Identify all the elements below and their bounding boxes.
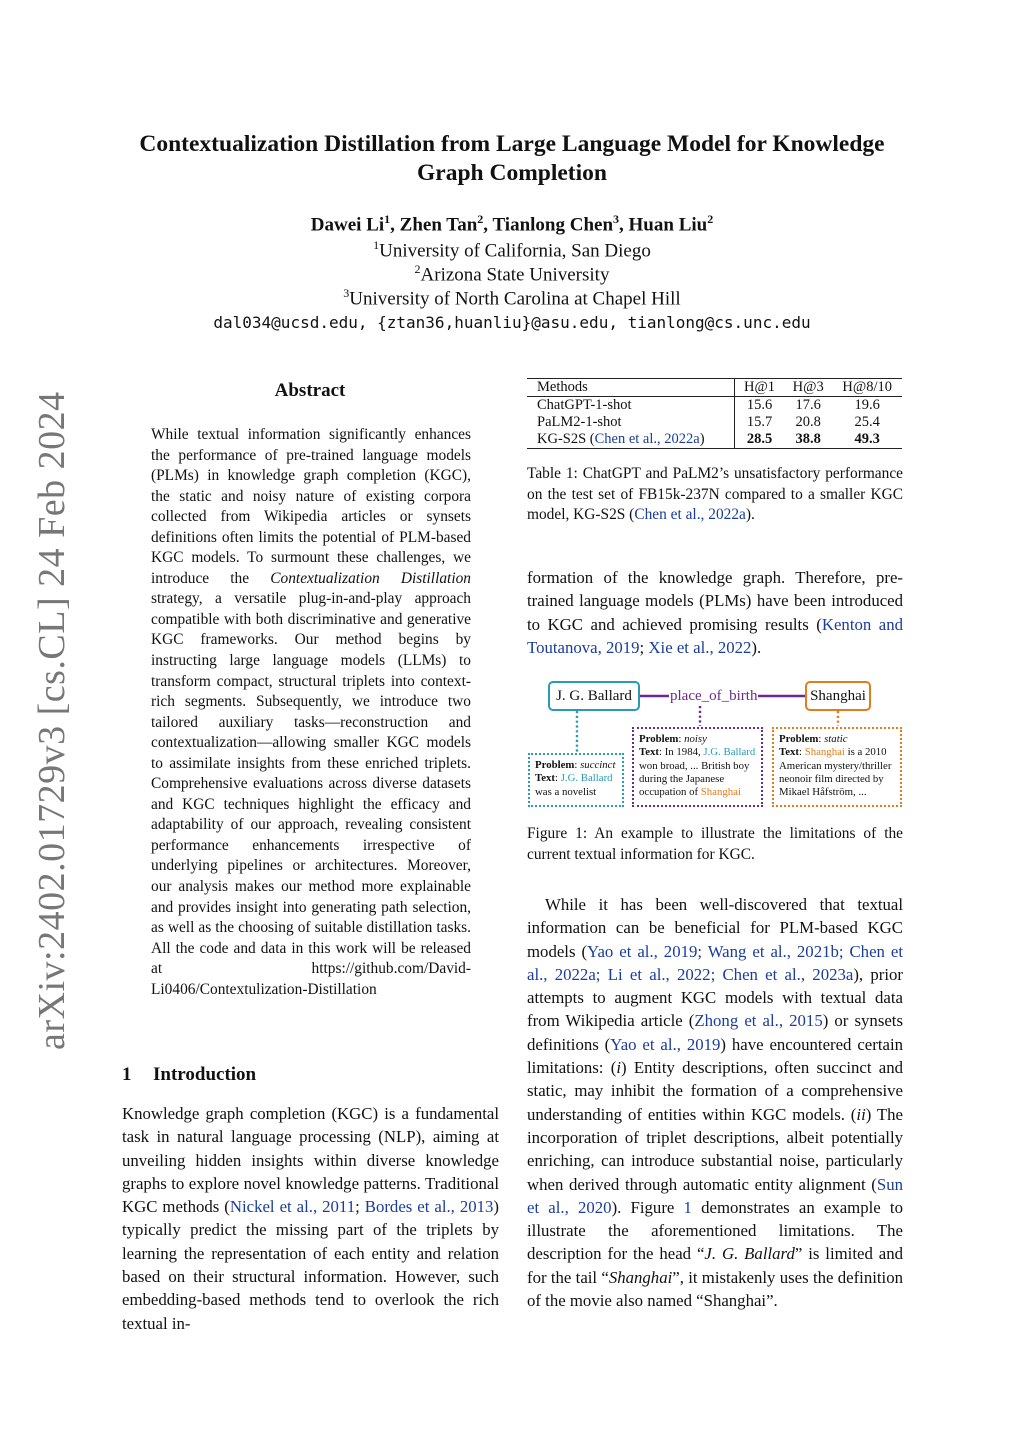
citation-link[interactable]: Xie et al., 2022 <box>648 637 752 657</box>
citation-link[interactable]: Yao et al., 2019 <box>610 1034 721 1054</box>
section-title: Introduction <box>153 1064 257 1085</box>
table-row <box>527 431 902 449</box>
table-header-cell: Methods <box>537 379 588 395</box>
author-list: Dawei Li$^1$, Zhen Tan$^2$, Tianlong Chen$^3$, Huan Liu$^2$ <box>310 212 714 236</box>
citation-link[interactable]: Yao et al., 2019; Wang et al., 2021b; Chen et al., 2022a; Li et al., 2022; Chen et al., 2023a <box>527 941 903 984</box>
section-heading-introduction <box>122 1064 256 1086</box>
box-label: Problem <box>639 733 679 745</box>
affil-mark: 2 <box>414 262 421 276</box>
intro-paragraph-1 <box>122 1102 499 1335</box>
paragraph-text: ; <box>639 637 649 657</box>
table-row <box>527 414 902 431</box>
emphasis: Shanghai <box>608 1267 673 1287</box>
box-text: In 1984, <box>664 746 704 759</box>
box-label: Text <box>639 746 659 759</box>
enum-marker: ii <box>856 1104 866 1124</box>
paragraph-text: ) Entity descriptions, often succinct and static, may inhibit the formation of a comprehensive understanding of entities within KGC models. ( <box>527 1058 903 1124</box>
table-cell-method <box>527 431 735 449</box>
affiliation-1 <box>112 238 912 262</box>
paragraph-text: ). <box>751 637 762 657</box>
abstract-body <box>151 425 471 1000</box>
author-affil-mark: 2 <box>477 212 484 226</box>
affiliation-3 <box>112 286 912 310</box>
paragraph-text: demonstrates an example to illustrate the aforementioned limitations. The description for the head “ <box>527 1197 903 1264</box>
author-name: Zhen Tan <box>399 214 478 236</box>
citation-link[interactable]: Bordes et al., 2013 <box>364 1197 494 1217</box>
author-affil-mark: 1 <box>384 212 391 226</box>
head-entity-node: J. G. Ballard <box>548 681 640 711</box>
table-cell: 38.8 <box>795 431 821 447</box>
box-problem: noisy <box>684 733 707 745</box>
author-affil-mark: 2 <box>707 212 714 226</box>
table-cell-method: PaLM2-1-shot <box>537 414 622 430</box>
paragraph-text: ) The incorporation of triplet descriptions, albeit potentially enriching, can introduce substantial noise, particularly when derived through automatic entity alignment ( <box>527 1104 903 1194</box>
box-entity: Shanghai <box>804 746 845 759</box>
table-cell-method: ChatGPT-1-shot <box>537 397 632 413</box>
box-label: Problem <box>535 759 575 771</box>
box-text: won broad, ... British boy during the Japanese occupation of <box>639 759 750 799</box>
intro-paragraph-2 <box>527 893 903 1312</box>
table-cell: 20.8 <box>795 414 821 430</box>
paragraph-text: ”, it mistakenly uses the definition of the movie also named “Shanghai”. <box>527 1267 903 1311</box>
box-entity: Shanghai <box>700 786 741 799</box>
figure-reference-link[interactable]: 1 <box>683 1197 692 1217</box>
citation-link[interactable]: Nickel et al., 2011 <box>229 1197 356 1217</box>
abstract-text: While textual information significantly enhances the performance of pre-trained language models (PLMs) in knowledge graph completion (KGC), the static and noisy nature of existing corpora collected from Wikipedia articles or synsets definitions often limits the potential of PLM-based KGC models. To surmount these challenges, we introduce the <box>151 426 471 587</box>
table-cell: 19.6 <box>854 397 880 413</box>
caption-text: ). <box>745 506 755 523</box>
author-name: Tianlong Chen <box>492 214 614 236</box>
table-cell: 15.7 <box>735 414 784 431</box>
paragraph-text: ; <box>355 1197 365 1217</box>
author-name: Dawei Li <box>310 214 385 236</box>
author-affil-mark: 3 <box>613 212 620 226</box>
abstract-emphasis: Contextualization Distillation <box>270 569 471 587</box>
table-header-row <box>527 379 902 397</box>
affil-mark: 3 <box>343 286 350 300</box>
table-header-cell: H@3 <box>792 379 824 395</box>
paragraph-text: formation of the knowledge graph. Therefore, pre-trained language models (PLMs) have been introduced to KGC and achieved promising results ( <box>527 568 903 634</box>
figure-caption: Figure 1: An example to illustrate the limitations of the current textual information for KGC. <box>527 825 903 863</box>
table-cell: 15.6 <box>735 397 784 415</box>
table-header-cell: H@8/10 <box>842 379 893 395</box>
description-box-head: Problem: succinct Text: J.G. Ballard was a novelist <box>528 753 624 807</box>
enum-marker: i <box>616 1058 621 1078</box>
affil-mark: 1 <box>373 238 380 252</box>
affiliation-2 <box>112 262 912 286</box>
results-table <box>527 378 902 449</box>
box-text: is a 2010 American mystery/thriller neonoir film directed by Mikael Håfström, ... <box>779 746 892 799</box>
box-problem: succinct <box>580 759 616 771</box>
relation-label: place_of_birth <box>670 688 758 704</box>
box-label: Text <box>779 746 799 759</box>
paragraph-text: ) or synsets definitions ( <box>527 1011 903 1054</box>
table-row <box>527 397 902 415</box>
box-label: Problem <box>779 733 819 745</box>
box-text: was a novelist <box>535 785 597 798</box>
paragraph-text: While it has been well-discovered that textual information can be beneficial for PLM-based KGC models ( <box>527 895 903 961</box>
table-cell: 17.6 <box>795 397 821 413</box>
paragraph-text: ), prior attempts to augment KGC models with textual data from Wikipedia article ( <box>527 964 903 1031</box>
abstract-heading: Abstract <box>274 380 346 401</box>
paragraph-text: ) typically predict the missing part of the triplets by learning the representation of each entity and relation based on their structural information. However, such embedding-based methods tend to overlook the rich textual in- <box>122 1197 500 1333</box>
author-name: Huan Liu <box>628 214 708 236</box>
tail-entity-node: Shanghai <box>805 681 871 711</box>
paragraph-text: ” is limited and for the tail “ <box>527 1244 903 1287</box>
table-caption <box>527 464 903 526</box>
method-name: KG-S2S ( <box>537 431 595 447</box>
citation-link[interactable]: Sun et al., 2020 <box>527 1174 903 1217</box>
paper-title: Contextualization Distillation from Large Language Model for Knowledge Graph Completion <box>139 131 885 186</box>
affil-name: University of North Carolina at Chapel Hill <box>349 288 681 310</box>
author-emails: dal034@ucsd.edu, {ztan36,huanliu}@asu.edu, tianlong@cs.unc.edu <box>213 313 811 332</box>
paragraph-text: ). Figure <box>611 1197 684 1217</box>
box-entity: J.G. Ballard <box>560 772 613 785</box>
table-cell: 49.3 <box>854 431 880 447</box>
affil-name: University of California, San Diego <box>379 240 651 262</box>
intro-paragraph-1-continued <box>527 566 903 659</box>
arxiv-side-stamp: arXiv:2402.01729v3 [cs.CL] 24 Feb 2024 <box>31 391 73 1050</box>
box-label: Text <box>535 772 555 785</box>
table-cell: 25.4 <box>854 414 880 430</box>
table-cell: 28.5 <box>735 431 784 449</box>
citation-link[interactable]: Chen et al., 2022a <box>634 506 746 523</box>
affil-name: Arizona State University <box>420 264 610 286</box>
box-entity: J.G. Ballard <box>703 746 756 759</box>
paragraph-text: Knowledge graph completion (KGC) is a fundamental task in natural language processing (NLP), aiming at unveiling hidden insights within diverse knowledge graphs to explore novel knowledge patterns. Traditional KGC methods ( <box>122 1104 499 1217</box>
method-name: ) <box>699 431 705 447</box>
citation-link[interactable]: Chen et al., 2022a <box>594 431 700 447</box>
emphasis: J. G. Ballard <box>704 1244 795 1264</box>
abstract-text: strategy, a versatile plug-in-and-play approach compatible with both discriminative and generative KGC frameworks. Our method begins by instructing large language models (LLMs) to transform compact, structural triplets into context-rich segments. Subsequently, we introduce two tailored auxiliary tasks—reconstruction and contextualization—allowing smaller KGC models to assimilate insights from these enriched triplets. Comprehensive evaluations across diverse datasets and KGC techniques highlight the efficacy and adaptability of our approach, revealing consistent performance enhancements irrespective of underlying pipelines or architectures. Moreover, our analysis makes our method more explainable and provides insight into generating path selection, as well as the choosing of suitable distillation tasks. All the code and data in this work will be released at https://github.com/David-Li0406/Contextulization-Distillation <box>151 590 471 998</box>
box-problem: static <box>824 733 848 745</box>
paragraph-text: ) have encountered certain limitations: ( <box>527 1034 903 1078</box>
citation-link[interactable]: Kenton and Toutanova, 2019 <box>527 614 903 657</box>
caption-text: Table 1: ChatGPT and PaLM2’s unsatisfactory performance on the test set of FB15k-237N compared to a smaller KGC model, KG-S2S ( <box>527 465 903 523</box>
figure-knowledge-graph-example <box>527 680 903 810</box>
section-number: 1 <box>122 1064 132 1085</box>
description-box-tail: Problem: static Text: Shanghai is a 2010 American mystery/thriller neonoir film directed by Mikael Håfström, ... <box>772 727 902 807</box>
table-header-cell: H@1 <box>735 379 784 397</box>
description-box-triplet: Problem: noisy Text: In 1984, J.G. Ballard won broad, ... British boy during the Japanese occupation of Shanghai <box>632 727 763 807</box>
citation-link[interactable]: Zhong et al., 2015 <box>694 1011 823 1031</box>
